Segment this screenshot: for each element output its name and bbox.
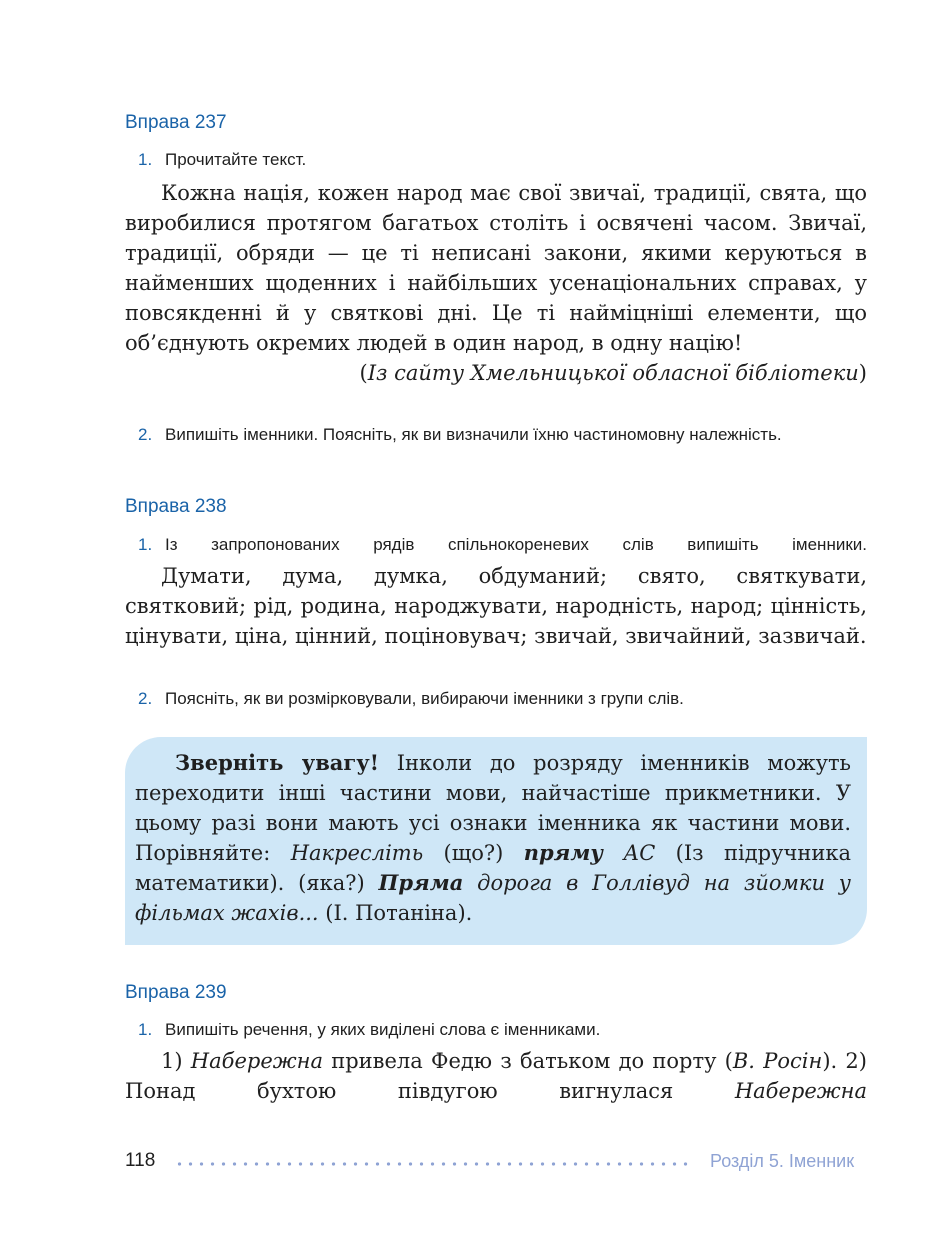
exercise-237-task-2 [138,422,867,448]
exercise-239-text: 1) Набережна привела Федю з батьком до порту (В. Росін). 2) Понад бухтою півдугою вигнулася Набережна [125,1049,867,1103]
exercise-238-words: Думати, дума, думка, обдуманий; свято, святкувати, святковий; рід, родина, народжувати, народність, народ; цінність, цінувати, ціна, цінний, поціновувач; звичай, звичайний, зазвичай. [125,564,867,648]
source-title: Із сайту Хмельницької обласної бібліотеки [367,361,859,385]
footer-dotted-divider [174,1162,694,1166]
task-number: 2. [138,689,153,708]
exercise-238-task-1 [138,532,867,558]
exercise-237-heading: Вправа 237 [125,112,227,133]
task-text: Поясніть, як ви розмірковували, вибираючи іменники з групи слів. [165,689,684,708]
exercise-238-heading: Вправа 238 [125,496,227,517]
exercise-237-text [125,178,867,388]
highlighted-word: Набережна [734,1079,867,1103]
exercise-237-source: (Із сайту Хмельницької обласної бібліотеки) [359,361,867,385]
exercise-239-task-1 [138,1017,865,1043]
task-text: Із запропонованих рядів спільнокореневих слів випишіть іменники. [165,535,867,554]
highlighted-word: Пряма [378,870,464,895]
page-number: 118 [125,1150,156,1171]
highlighted-word: Набережна [190,1049,323,1073]
exercise-239-heading: Вправа 239 [125,982,227,1003]
chapter-title: Розділ 5. Іменник [710,1151,855,1171]
task-number: 2. [138,425,153,444]
note-text: Зверніть увагу! Інколи до розряду іменників можуть переходити інші частини мови, найчастіше прикметники. У цьому разі вони мають усі ознаки іменника як частини мови. Порівняйте: Накресліть (що?) пряму АС (Із підручника математики). (яка?) Пряма дорога в Голлівуд на зйомки у фільмах жахів... (І. Потаніна). [135,750,851,925]
exercise-238-text [125,561,867,651]
exercise-238-task-2 [138,686,865,712]
task-text: Випишіть речення, у яких виділені слова є іменниками. [165,1020,601,1039]
example-word: Накресліть [290,841,424,865]
exercise-237-task-1 [138,147,865,173]
task-number: 1. [138,150,153,169]
task-text: Прочитайте текст. [165,150,307,169]
exercise-237-paragraph: Кожна нація, кожен народ має свої звичаї, традиції, свята, що виробилися протягом багатьох століть і освячені часом. Звичаї, традиції, обряди — це ті неписані закони, якими керуються в найменших щоденних і найбільших усенаціональних справах, у повсякденні й у святкові дні. Це ті найміцніші елементи, що об’єднують окремих людей в один народ, в одну націю! [125,181,867,355]
task-number: 1. [138,535,153,554]
note-lead: Зверніть увагу! [175,750,379,775]
task-number: 1. [138,1020,153,1039]
highlighted-word: пряму [523,840,603,865]
task-text: Випишіть іменники. Поясніть, як ви визначили їхню частиномовну належність. [165,425,782,444]
